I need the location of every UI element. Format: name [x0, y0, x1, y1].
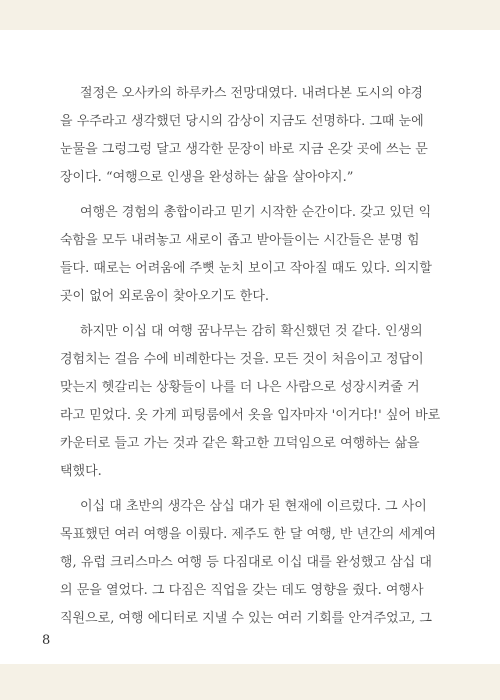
text-line: 을 우주라고 생각했던 당시의 감상이 지금도 선명하다. 그때 눈에: [60, 114, 424, 129]
text-line: 숙함을 모두 내려놓고 새로이 좁고 받아들이는 시간들은 분명 힘: [60, 233, 420, 248]
text-line: 카운터로 들고 가는 것과 같은 확고한 끄덕임으로 여행하는 삶을: [60, 436, 420, 451]
text-line: 이십 대 초반의 생각은 삼십 대가 된 현재에 이르렀다. 그 사이: [80, 499, 427, 514]
text-line: 곳이 없어 외로움이 찾아오기도 한다.: [60, 289, 270, 304]
text-line: 절정은 오사카의 하루카스 전망대였다. 내려다본 도시의 야경: [80, 86, 423, 101]
page-number: 8: [42, 633, 51, 648]
text-line: 장이다. “여행으로 인생을 완성하는 삶을 살아야지.”: [60, 170, 354, 185]
text-line: 들다. 때로는 어려움에 주뼛 눈치 보이고 작아질 때도 있다. 의지할: [60, 261, 432, 276]
text-line: 하지만 이십 대 여행 꿈나무는 감히 확신했던 것 같다. 인생의: [80, 324, 423, 339]
text-line: 여행은 경험의 총합이라고 믿기 시작한 순간이다. 갖고 있던 익: [80, 205, 432, 220]
text-line: 의 문을 열었다. 그 다짐은 직업을 갖는 데도 영향을 줬다. 여행사: [60, 583, 424, 598]
text-line: 경험치는 걸음 수에 비례한다는 것을. 모든 것이 처음이고 정답이: [60, 352, 424, 367]
text-line: 택했다.: [60, 464, 102, 479]
text-line: 직원으로, 여행 에디터로 지낼 수 있는 여러 기회를 안겨주었고, 그: [60, 611, 432, 626]
paragraph-2: [60, 199, 444, 311]
paragraph-4: [60, 493, 444, 633]
text-line: 맞는지 헷갈리는 상황들이 나를 더 나은 사람으로 성장시켜줄 거: [60, 380, 420, 395]
book-page: [0, 30, 500, 664]
text-line: 행, 유럽 크리스마스 여행 등 다짐대로 이십 대를 완성했고 삼십 대: [60, 555, 432, 570]
paragraph-3: [60, 318, 444, 486]
text-line: 목표했던 여러 여행을 이뤘다. 제주도 한 달 여행, 반 년간의 세계여: [60, 527, 437, 542]
text-line: 라고 믿었다. 옷 가게 피팅룸에서 옷을 입자마자 '이거다!' 싶어 바로: [60, 408, 441, 423]
body-text: [60, 80, 444, 640]
text-line: 눈물을 그렁그렁 달고 생각한 문장이 바로 지금 온갖 곳에 쓰는 문: [60, 142, 428, 157]
paragraph-1: [60, 80, 444, 192]
